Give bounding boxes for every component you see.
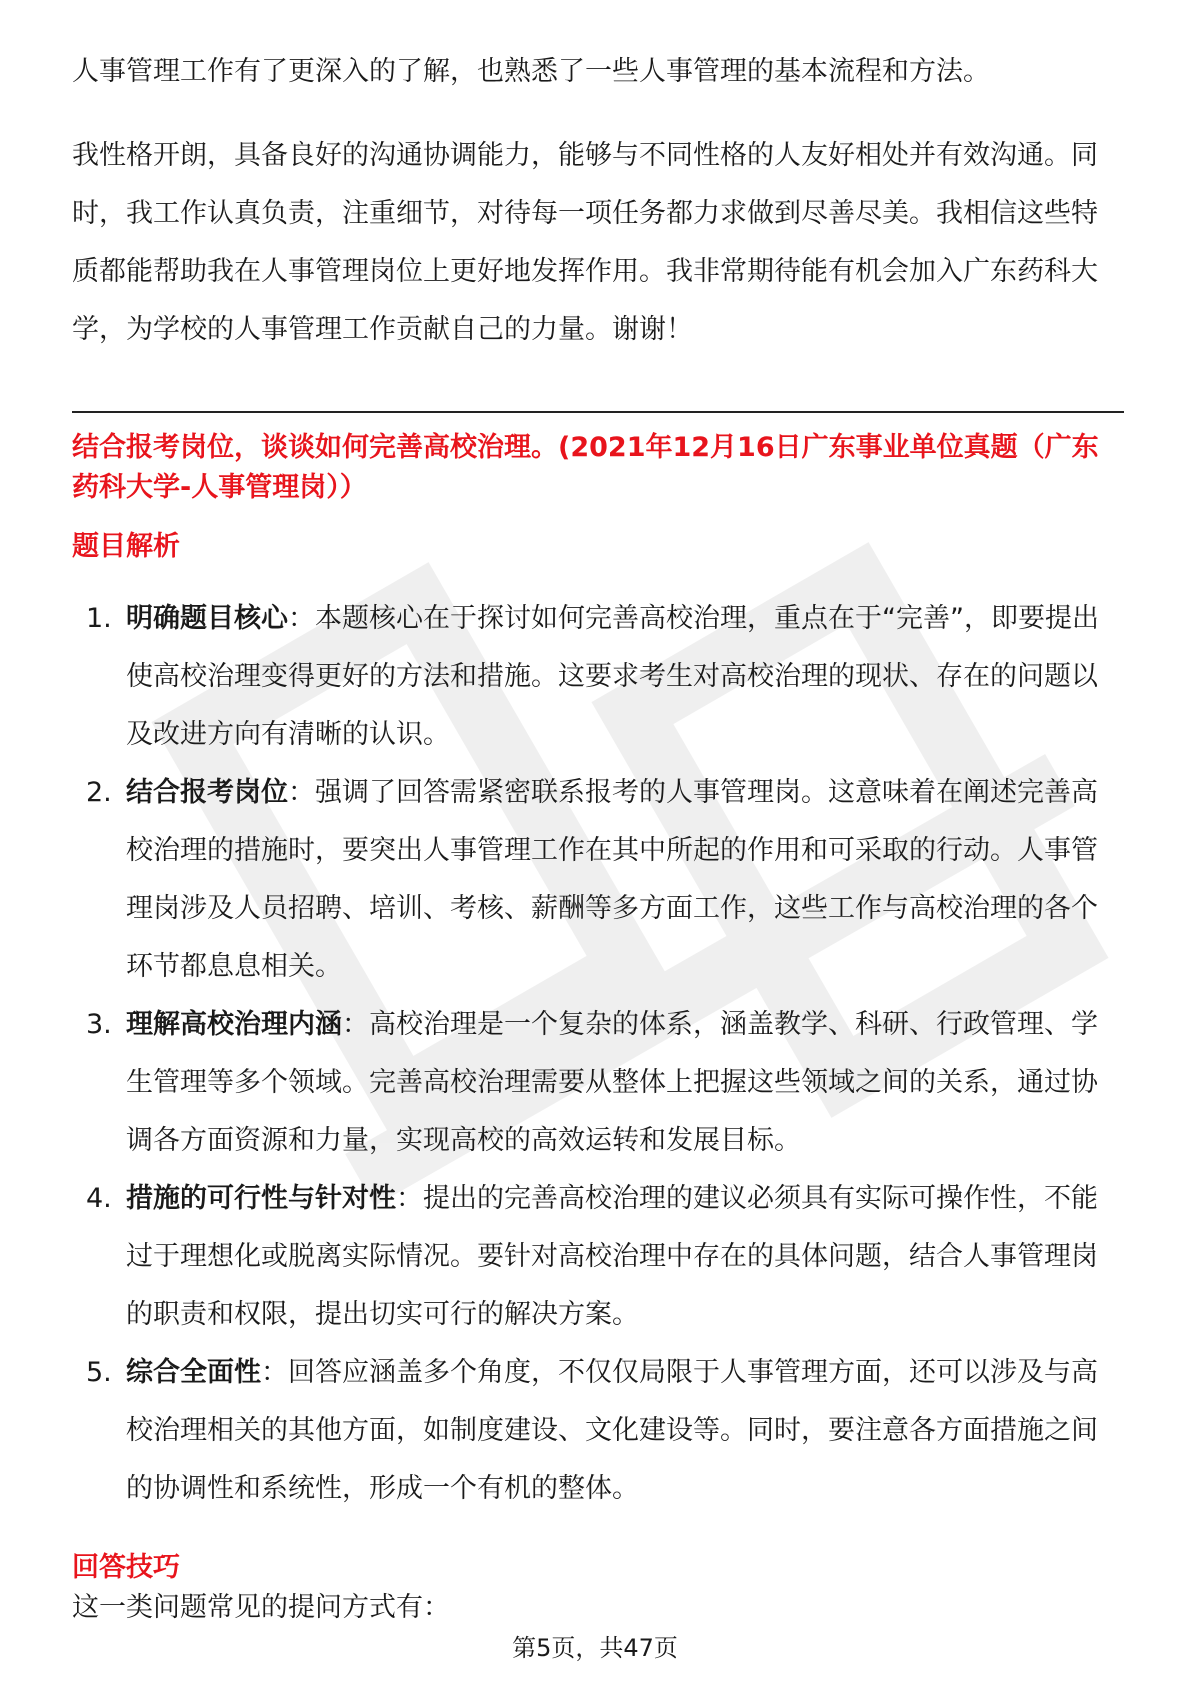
list-item-number: 2. <box>86 777 112 808</box>
list-item-term: 明确题目核心 <box>126 603 288 634</box>
question-title: 结合报考岗位，谈谈如何完善高校治理。(2021年12月16日广东事业单位真题（广东药科大学-人事管理岗）） <box>72 432 1099 503</box>
section-divider <box>72 411 1124 413</box>
intro-paragraph-1: 人事管理工作有了更深入的了解，也熟悉了一些人事管理的基本流程和方法。 <box>72 56 990 87</box>
list-item-term: 措施的可行性与针对性 <box>126 1183 396 1214</box>
list-item-term: 综合全面性 <box>126 1357 261 1388</box>
list-item <box>0 1170 1116 1344</box>
list-item-number: 3. <box>86 1009 112 1040</box>
list-item <box>0 1344 1116 1518</box>
list-item-text: ：提出的完善高校治理的建议必须具有实际可操作性，不能过于理想化或脱离实际情况。要针对高校治理中存在的具体问题，结合人事管理岗的职责和权限，提出切实可行的解决方案。 <box>126 1183 1098 1330</box>
list-item-text: ：本题核心在于探讨如何完善高校治理，重点在于“完善”，即要提出使高校治理变得更好的方法和措施。这要求考生对高校治理的现状、存在的问题以及改进方向有清晰的认识。 <box>126 603 1099 750</box>
list-item-term: 结合报考岗位 <box>126 777 288 808</box>
list-item-term: 理解高校治理内涵 <box>126 1009 342 1040</box>
truncated-line-text: 这一类问题常见的提问方式有： <box>72 1592 450 1623</box>
intro-paragraph-2: 我性格开朗，具备良好的沟通协调能力，能够与不同性格的人友好相处并有效沟通。同时，我工作认真负责，注重细节，对待每一项任务都力求做到尽善尽美。我相信这些特质都能帮助我在人事管理岗位上更好地发挥作用。我非常期待能有机会加入广东药科大学，为学校的人事管理工作贡献自己的力量。谢谢！ <box>72 140 1098 345</box>
list-item-text: ：高校治理是一个复杂的体系，涵盖教学、科研、行政管理、学生管理等多个领域。完善高校治理需要从整体上把握这些领域之间的关系，通过协调各方面资源和力量，实现高校的高效运转和发展目标。 <box>126 1009 1098 1156</box>
list-item <box>0 590 1116 764</box>
truncated-line <box>72 1592 572 1630</box>
page-number: 第5页，共47页 <box>512 1634 678 1662</box>
list-item <box>0 996 1116 1170</box>
list-item-number: 1. <box>86 603 112 634</box>
list-item <box>0 764 1116 996</box>
list-item-number: 4. <box>86 1183 112 1214</box>
list-item-number: 5. <box>86 1357 112 1388</box>
analysis-heading: 题目解析 <box>72 531 180 562</box>
analysis-list <box>0 590 1190 1518</box>
tips-heading: 回答技巧 <box>72 1552 180 1583</box>
list-item-text: ：强调了回答需紧密联系报考的人事管理岗。这意味着在阐述完善高校治理的措施时，要突出人事管理工作在其中所起的作用和可采取的行动。人事管理岗涉及人员招聘、培训、考核、薪酬等多方面工作，这些工作与高校治理的各个环节都息息相关。 <box>126 777 1098 982</box>
list-item-text: ：回答应涵盖多个角度，不仅仅局限于人事管理方面，还可以涉及与高校治理相关的其他方面，如制度建设、文化建设等。同时，要注意各方面措施之间的协调性和系统性，形成一个有机的整体。 <box>126 1357 1098 1504</box>
